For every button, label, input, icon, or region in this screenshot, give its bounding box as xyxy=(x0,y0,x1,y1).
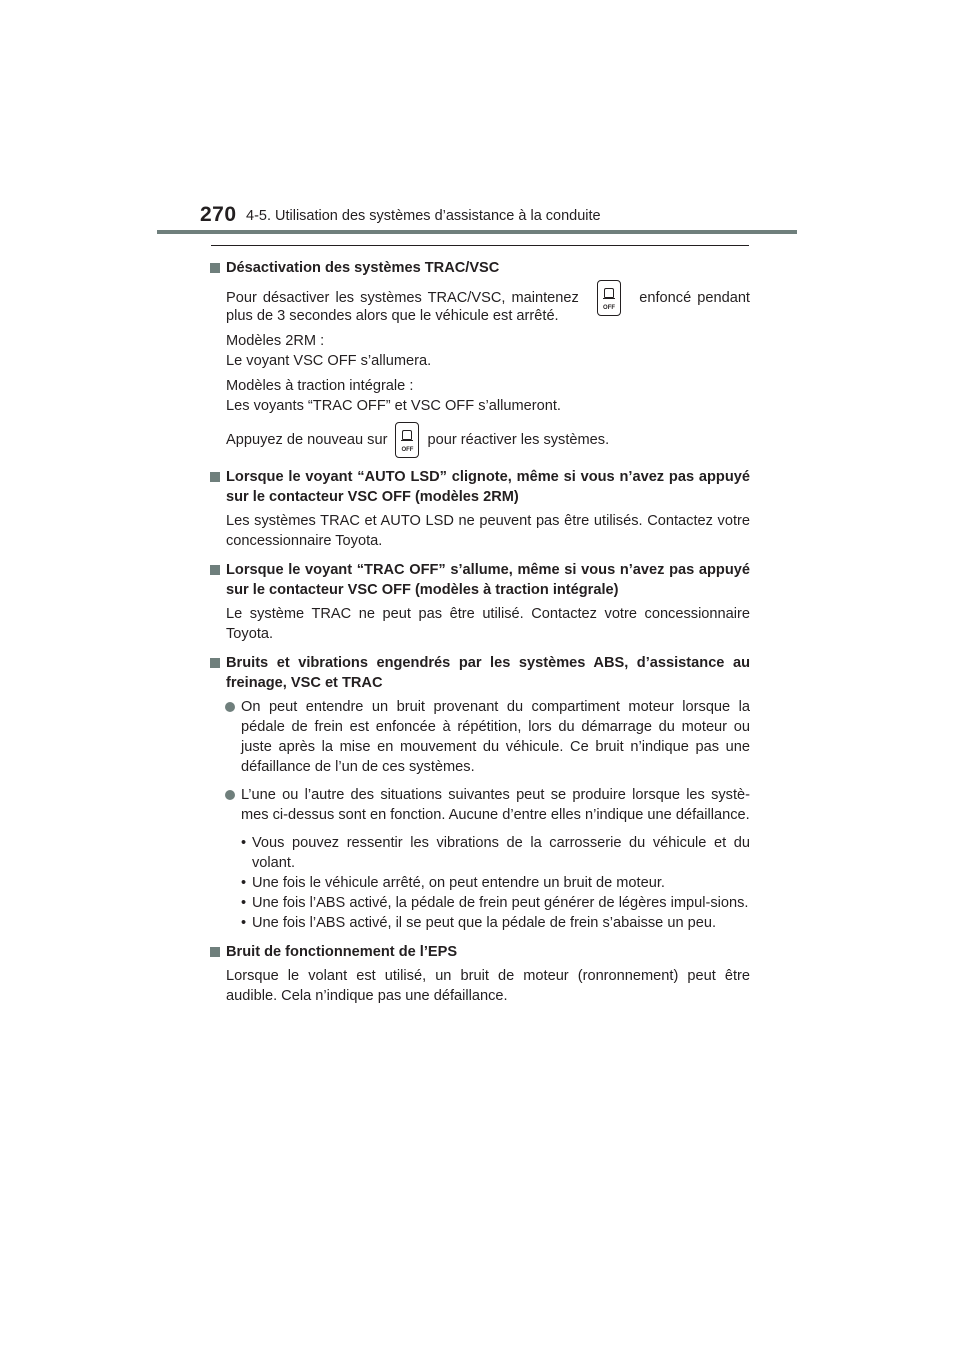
vsc-off-switch-label: OFF xyxy=(603,305,616,311)
section-heading xyxy=(210,560,750,600)
paragraph-text: Le voyant VSC OFF s’allumera. xyxy=(226,353,432,369)
paragraph: Lorsque le volant est utilisé, un bruit de moteur (ronronnement) peut être audible. Cela n’indique pas une défaillance. xyxy=(226,968,750,1004)
sub-list-marker: • xyxy=(241,895,247,911)
paragraph: Les systèmes TRAC et AUTO LSD ne peuvent pas être utilisés. Contactez votre concessionnaire Toyota. xyxy=(226,513,750,549)
square-bullet-icon xyxy=(210,263,220,273)
square-bullet-icon xyxy=(210,658,220,668)
paragraph: Le système TRAC ne peut pas être utilisé. Contactez votre concessionnaire Toyota. xyxy=(226,606,750,642)
paragraph-text: Modèles à traction intégrale : xyxy=(226,378,414,394)
sub-list-marker: • xyxy=(241,875,247,891)
square-bullet-icon xyxy=(210,472,220,482)
paragraph-text: plus de 3 secondes alors que le véhicule est arrêté. xyxy=(226,308,559,324)
section-heading xyxy=(210,653,750,693)
sub-list-item-text: Vous pouvez ressentir les vibrations de la carrosserie du véhicule et du volant. xyxy=(252,835,750,871)
paragraph-text: Les voyants “TRAC OFF” et VSC OFF s’allumeront. xyxy=(226,398,561,414)
heading-text: Lorsque le voyant “AUTO LSD” clignote, même si vous n’avez pas appuyé sur le contacteur VSC OFF (modèles 2RM) xyxy=(226,469,750,505)
section-heading xyxy=(210,258,750,278)
section-heading xyxy=(210,942,750,962)
round-bullet-icon xyxy=(225,790,235,800)
round-bullet-icon xyxy=(225,702,235,712)
list-item-text: On peut entendre un bruit provenant du compartiment moteur lorsque la pédale de frein est enfoncée à répétition, lors du démarrage du moteur ou juste après la mise en mouvement du véhicule. Ce bruit n’indique pas une défaillance de l’un de ces systèmes. xyxy=(241,699,750,775)
vsc-off-switch-icon xyxy=(395,422,419,458)
paragraph xyxy=(210,422,750,458)
section-heading xyxy=(210,467,750,507)
page-header xyxy=(0,0,960,240)
paragraph xyxy=(210,331,750,371)
paragraph-text: enfoncé pendant xyxy=(639,290,750,306)
list-item xyxy=(210,697,750,777)
sub-list-marker: • xyxy=(241,915,247,931)
section-title: 4-5. Utilisation des systèmes d’assistance à la conduite xyxy=(246,208,601,224)
list-item-text: L’une ou l’autre des situations suivantes peut se produire lorsque les systè-mes ci-dessus sont en fonction. Aucune d’entre elles n’indique une défaillance. xyxy=(241,787,750,823)
heading-text: Bruits et vibrations engendrés par les systèmes ABS, d’assistance au freinage, VSC et TRAC xyxy=(226,655,750,691)
heading-text: Désactivation des systèmes TRAC/VSC xyxy=(226,260,500,276)
paragraph xyxy=(210,376,750,416)
vsc-off-switch-label: OFF xyxy=(401,447,414,453)
sub-list-item-text: Une fois le véhicule arrêté, on peut entendre un bruit de moteur. xyxy=(252,875,665,891)
sub-list-item xyxy=(210,893,750,913)
paragraph xyxy=(210,280,750,326)
square-bullet-icon xyxy=(210,565,220,575)
sub-rule xyxy=(211,245,749,246)
sub-list-item-text: Une fois l’ABS activé, il se peut que la pédale de frein s’abaisse un peu. xyxy=(252,915,717,931)
sub-list xyxy=(210,833,750,933)
sub-list-item xyxy=(210,873,750,893)
paragraph-text: Appuyez de nouveau sur xyxy=(226,432,388,448)
page-content xyxy=(210,258,750,1006)
sub-list-item-text: Une fois l’ABS activé, la pédale de frein peut générer de légères impul-sions. xyxy=(252,895,749,911)
heading-text: Bruit de fonctionnement de l’EPS xyxy=(226,944,458,960)
heading-text: Lorsque le voyant “TRAC OFF” s’allume, même si vous n’avez pas appuyé sur le contacteur VSC OFF (modèles à traction intégrale) xyxy=(226,562,750,598)
square-bullet-icon xyxy=(210,947,220,957)
paragraph-text: Pour désactiver les systèmes TRAC/VSC, maintenez xyxy=(226,290,579,306)
sub-list-item xyxy=(210,833,750,873)
sub-list-marker: • xyxy=(241,835,247,851)
vsc-off-switch-icon xyxy=(597,280,621,316)
sub-list-item xyxy=(210,913,750,933)
paragraph-text: pour réactiver les systèmes. xyxy=(427,432,610,448)
header-rule xyxy=(157,230,797,234)
list-item xyxy=(210,785,750,825)
page-number: 270 xyxy=(200,203,237,226)
paragraph-text: Modèles 2RM : xyxy=(226,333,325,349)
